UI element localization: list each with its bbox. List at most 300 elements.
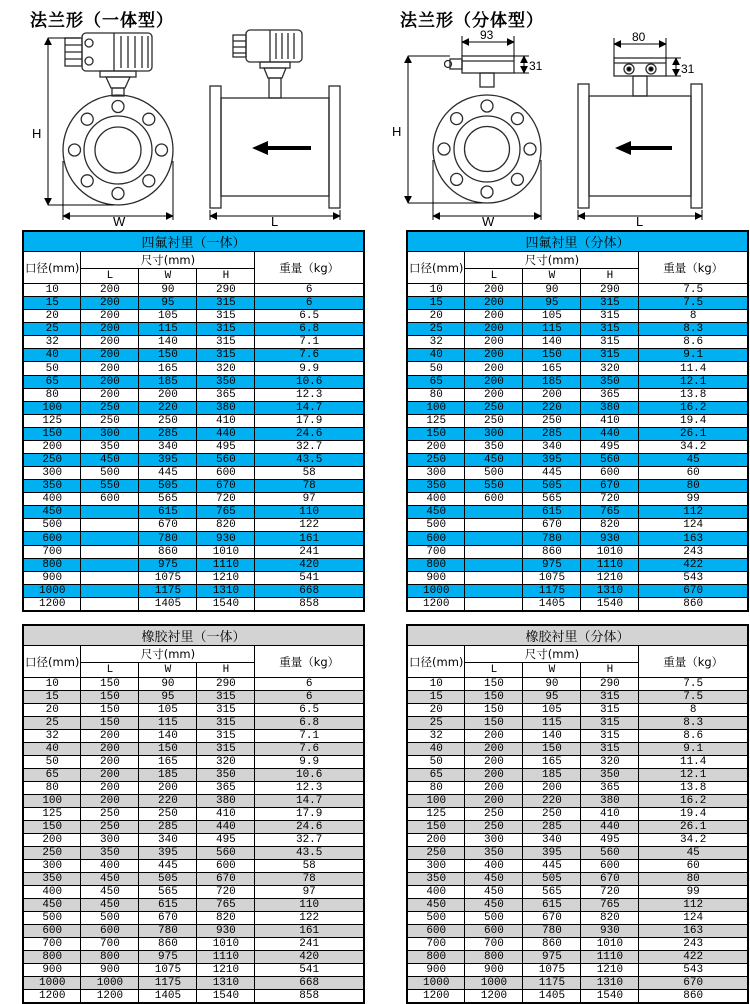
table-row — [407, 297, 748, 310]
col-header-weight: 重量（kg） — [639, 646, 748, 678]
table-cell: 765 — [581, 899, 639, 912]
table-cell: 50 — [23, 362, 81, 375]
table-cell: 110 — [255, 899, 364, 912]
table-cell: 780 — [523, 925, 581, 938]
table-title-row — [407, 231, 748, 252]
table-title: 橡胶衬里（分体） — [407, 625, 748, 646]
split-type-diagram — [382, 28, 737, 226]
table-cell: 400 — [23, 493, 81, 506]
table-cell: 350 — [197, 375, 255, 388]
table-cell: 6.8 — [255, 323, 364, 336]
table-cell — [81, 571, 139, 584]
table-row — [407, 938, 748, 951]
table-cell: 860 — [139, 938, 197, 951]
table-cell: 150 — [407, 821, 465, 834]
dim-31-front — [514, 56, 529, 73]
table-cell: 185 — [139, 769, 197, 782]
table-cell: 1200 — [465, 990, 523, 1004]
table-cell: 250 — [523, 808, 581, 821]
table-cell: 25 — [407, 323, 465, 336]
table-cell: 365 — [197, 388, 255, 401]
table-cell: 10.6 — [255, 375, 364, 388]
table-cell: 315 — [581, 704, 639, 717]
table-cell: 1010 — [197, 938, 255, 951]
table-cell: 800 — [407, 558, 465, 571]
table-cell: 1110 — [581, 558, 639, 571]
table-cell: 112 — [639, 899, 748, 912]
table-cell: 1110 — [197, 558, 255, 571]
table-cell: 6 — [255, 284, 364, 297]
table-cell: 200 — [81, 769, 139, 782]
table-cell: 1200 — [23, 597, 81, 611]
dim-w-split — [433, 160, 541, 220]
table-cell: 720 — [197, 493, 255, 506]
table-row — [407, 388, 748, 401]
table-cell: 125 — [23, 414, 81, 427]
table-cell: 975 — [139, 951, 197, 964]
table-cell: 26.1 — [639, 427, 748, 440]
spec-table — [22, 230, 365, 612]
table-cell: 450 — [81, 454, 139, 467]
table-cell: 900 — [81, 964, 139, 977]
table-cell: 560 — [197, 847, 255, 860]
table-cell: 450 — [465, 886, 523, 899]
table-row — [23, 336, 364, 349]
section-title-split: 法兰形（分体型） — [400, 11, 544, 31]
table-cell: 670 — [523, 519, 581, 532]
table-cell: 1075 — [523, 571, 581, 584]
table-cell: 200 — [465, 336, 523, 349]
table-row — [23, 532, 364, 545]
table-cell: 505 — [139, 480, 197, 493]
table-cell: 250 — [523, 414, 581, 427]
table-cell: 60 — [639, 860, 748, 873]
table-cell: 200 — [465, 782, 523, 795]
table-cell: 720 — [581, 886, 639, 899]
table-cell: 25 — [23, 323, 81, 336]
table-cell: 350 — [23, 873, 81, 886]
table-cell: 1000 — [407, 584, 465, 597]
table-cell: 200 — [465, 769, 523, 782]
table-cell: 95 — [523, 297, 581, 310]
table-cell: 6.5 — [255, 704, 364, 717]
table-cell: 150 — [81, 691, 139, 704]
table-cell: 140 — [139, 730, 197, 743]
table-title: 橡胶衬里（一体） — [23, 625, 364, 646]
col-header-w: W — [139, 269, 197, 284]
col-header-size: 尺寸(mm) — [465, 646, 639, 663]
table-cell: 250 — [139, 808, 197, 821]
table-cell: 6 — [255, 691, 364, 704]
table-cell: 820 — [581, 519, 639, 532]
table-cell: 7.1 — [255, 730, 364, 743]
table-cell: 780 — [139, 925, 197, 938]
table-row — [407, 743, 748, 756]
table-cell: 1010 — [581, 938, 639, 951]
table-cell: 930 — [197, 925, 255, 938]
section-title-integrated: 法兰形（一体型） — [30, 11, 174, 31]
table-cell: 495 — [581, 834, 639, 847]
table-cell — [81, 532, 139, 545]
table-cell: 860 — [639, 597, 748, 611]
table-cell: 122 — [255, 519, 364, 532]
table-row — [23, 691, 364, 704]
table-row — [407, 860, 748, 873]
table-cell: 285 — [523, 821, 581, 834]
table-cell: 14.7 — [255, 401, 364, 414]
table-cell: 858 — [255, 597, 364, 611]
table-cell: 315 — [197, 310, 255, 323]
table-cell: 400 — [407, 493, 465, 506]
integrated-side-view — [210, 30, 340, 208]
table-cell: 315 — [197, 717, 255, 730]
table-cell: 250 — [81, 821, 139, 834]
table-cell: 670 — [639, 584, 748, 597]
table-cell: 80 — [23, 388, 81, 401]
table-cell: 200 — [81, 730, 139, 743]
table-row — [23, 873, 364, 886]
table-cell: 140 — [523, 730, 581, 743]
table-row — [23, 454, 364, 467]
table-cell: 78 — [255, 480, 364, 493]
table-row — [23, 990, 364, 1004]
table-cell: 600 — [23, 925, 81, 938]
table-cell: 615 — [523, 899, 581, 912]
table-cell: 200 — [81, 795, 139, 808]
table-cell: 150 — [139, 349, 197, 362]
table-cell: 200 — [23, 834, 81, 847]
table-cell: 1010 — [581, 545, 639, 558]
table-cell: 200 — [465, 284, 523, 297]
table-cell — [81, 545, 139, 558]
table-cell: 800 — [81, 951, 139, 964]
table-cell: 450 — [23, 899, 81, 912]
table-cell: 150 — [465, 678, 523, 691]
table-cell: 1310 — [581, 584, 639, 597]
table-cell: 860 — [639, 990, 748, 1004]
table-cell: 90 — [139, 678, 197, 691]
table-cell: 1175 — [139, 584, 197, 597]
table-row — [407, 847, 748, 860]
table-cell: 340 — [139, 834, 197, 847]
table-cell: 350 — [81, 847, 139, 860]
table-cell: 200 — [465, 349, 523, 362]
table-row — [23, 506, 364, 519]
table-cell: 165 — [139, 756, 197, 769]
table-row — [23, 480, 364, 493]
table-cell: 720 — [197, 886, 255, 899]
table-cell: 200 — [465, 388, 523, 401]
table-cell: 161 — [255, 532, 364, 545]
table-cell: 315 — [581, 730, 639, 743]
table-cell: 24.6 — [255, 821, 364, 834]
split-side-view — [578, 58, 702, 208]
table-row — [23, 375, 364, 388]
table-row — [407, 375, 748, 388]
flow-arrow-icon — [615, 141, 672, 155]
table-cell — [465, 519, 523, 532]
table-cell: 800 — [23, 951, 81, 964]
table-title-row — [407, 625, 748, 646]
table-cell: 565 — [139, 886, 197, 899]
table-cell: 140 — [523, 336, 581, 349]
table-header-row — [23, 252, 364, 269]
table-cell — [465, 584, 523, 597]
table-cell: 12.3 — [255, 782, 364, 795]
table-cell: 150 — [465, 704, 523, 717]
table-cell: 124 — [639, 912, 748, 925]
table-cell: 13.8 — [639, 782, 748, 795]
table-cell: 320 — [197, 756, 255, 769]
table-cell: 800 — [407, 951, 465, 964]
table-cell: 110 — [255, 506, 364, 519]
table-row — [407, 480, 748, 493]
integrated-type-diagram — [18, 28, 373, 226]
table-cell: 495 — [581, 440, 639, 453]
table-cell: 7.5 — [639, 284, 748, 297]
table-cell: 285 — [523, 427, 581, 440]
table-cell: 1175 — [139, 977, 197, 990]
table-cell: 400 — [23, 886, 81, 899]
spec-table — [406, 624, 749, 1004]
table-cell: 670 — [197, 480, 255, 493]
table-cell: 930 — [197, 532, 255, 545]
table-cell: 820 — [197, 519, 255, 532]
table-cell: 1175 — [523, 977, 581, 990]
pipe-flange-right — [691, 84, 702, 208]
table-cell: 200 — [465, 323, 523, 336]
table-cell: 1175 — [523, 584, 581, 597]
table-cell: 115 — [139, 717, 197, 730]
table-row — [23, 297, 364, 310]
table-cell: 315 — [581, 743, 639, 756]
table-cell: 10 — [23, 678, 81, 691]
table-cell: 300 — [465, 427, 523, 440]
table-cell: 11.4 — [639, 362, 748, 375]
table-cell: 10 — [23, 284, 81, 297]
table-cell: 450 — [465, 899, 523, 912]
table-cell: 900 — [407, 964, 465, 977]
dim-label-l-integrated: L — [271, 214, 279, 226]
table-cell: 200 — [465, 756, 523, 769]
table-cell: 930 — [581, 925, 639, 938]
table-cell: 600 — [81, 493, 139, 506]
table-cell: 450 — [23, 506, 81, 519]
table-cell: 700 — [407, 545, 465, 558]
table-cell: 7.1 — [255, 336, 364, 349]
table-row — [407, 506, 748, 519]
table-cell: 150 — [523, 743, 581, 756]
table-row — [407, 808, 748, 821]
table-cell: 670 — [523, 912, 581, 925]
table-cell: 200 — [81, 375, 139, 388]
table-row — [23, 545, 364, 558]
table-cell: 700 — [81, 938, 139, 951]
table-cell: 250 — [465, 808, 523, 821]
table-cell: 250 — [139, 414, 197, 427]
table-cell: 99 — [639, 886, 748, 899]
table-row — [407, 440, 748, 453]
table-cell: 150 — [465, 717, 523, 730]
table-cell: 600 — [465, 493, 523, 506]
table-row — [23, 427, 364, 440]
table-cell: 140 — [139, 336, 197, 349]
table-cell: 315 — [197, 691, 255, 704]
table-row — [23, 886, 364, 899]
table-header-row — [23, 646, 364, 663]
table-cell: 1000 — [81, 977, 139, 990]
table-cell: 541 — [255, 964, 364, 977]
table-cell — [81, 558, 139, 571]
table-cell: 250 — [23, 454, 81, 467]
table-cell: 820 — [581, 912, 639, 925]
converter-icon — [233, 30, 302, 62]
dim-label-w-integrated: W — [113, 214, 126, 226]
table-cell: 495 — [197, 440, 255, 453]
table-cell: 500 — [23, 519, 81, 532]
table-cell: 290 — [197, 284, 255, 297]
table-cell: 45 — [639, 454, 748, 467]
table-row — [23, 743, 364, 756]
table-row — [407, 427, 748, 440]
dim-label-31-front: 31 — [529, 59, 543, 73]
col-header-weight: 重量（kg） — [255, 646, 364, 678]
table-cell: 445 — [139, 860, 197, 873]
table-cell: 8 — [639, 704, 748, 717]
table-row — [23, 704, 364, 717]
table-row — [23, 440, 364, 453]
table-cell: 500 — [465, 467, 523, 480]
junction-box-icon — [614, 58, 666, 76]
table-cell: 350 — [581, 375, 639, 388]
table-cell: 445 — [523, 467, 581, 480]
table-cell: 615 — [139, 899, 197, 912]
table-row — [23, 584, 364, 597]
table-row — [407, 597, 748, 611]
table-cell: 243 — [639, 545, 748, 558]
table-cell: 220 — [523, 795, 581, 808]
table-cell: 8.6 — [639, 336, 748, 349]
table-cell: 340 — [523, 440, 581, 453]
table-cell: 1540 — [581, 597, 639, 611]
table-cell: 97 — [255, 493, 364, 506]
table-cell: 15 — [23, 691, 81, 704]
table-cell: 600 — [23, 532, 81, 545]
dim-h-split — [408, 56, 482, 203]
table-row — [407, 493, 748, 506]
table-cell: 220 — [139, 401, 197, 414]
table-cell: 13.8 — [639, 388, 748, 401]
table-row — [407, 336, 748, 349]
table-cell: 241 — [255, 938, 364, 951]
table-cell: 670 — [639, 977, 748, 990]
table-cell: 16.2 — [639, 401, 748, 414]
table-cell: 200 — [465, 362, 523, 375]
table-cell: 550 — [81, 480, 139, 493]
table-cell: 185 — [139, 375, 197, 388]
table-cell: 1310 — [581, 977, 639, 990]
table-cell: 543 — [639, 964, 748, 977]
table-cell: 700 — [465, 938, 523, 951]
col-header-h: H — [581, 663, 639, 678]
col-header-l: L — [81, 269, 139, 284]
col-header-size: 尺寸(mm) — [465, 252, 639, 269]
table-title: 四氟衬里（一体） — [23, 231, 364, 252]
table-cell: 860 — [523, 938, 581, 951]
table-cell: 668 — [255, 584, 364, 597]
table-row — [23, 795, 364, 808]
table-cell: 7.5 — [639, 691, 748, 704]
table-cell: 17.9 — [255, 414, 364, 427]
table-cell: 105 — [139, 310, 197, 323]
table-row — [407, 691, 748, 704]
table-cell: 7.6 — [255, 743, 364, 756]
table-cell: 900 — [465, 964, 523, 977]
table-cell: 200 — [465, 310, 523, 323]
table-cell: 315 — [581, 691, 639, 704]
table-cell: 440 — [581, 427, 639, 440]
dim-label-l-split: L — [636, 214, 644, 226]
table-cell: 200 — [81, 336, 139, 349]
table-cell: 315 — [581, 323, 639, 336]
table-cell — [81, 519, 139, 532]
table-cell: 1000 — [23, 584, 81, 597]
table-cell: 9.1 — [639, 349, 748, 362]
table-cell: 600 — [197, 860, 255, 873]
table-row — [23, 401, 364, 414]
table-cell: 860 — [139, 545, 197, 558]
table-row — [23, 925, 364, 938]
table-cell: 150 — [81, 717, 139, 730]
table-cell: 600 — [197, 467, 255, 480]
table-cell: 200 — [465, 730, 523, 743]
table-cell: 1405 — [139, 990, 197, 1004]
table-cell: 560 — [581, 847, 639, 860]
table-cell: 380 — [581, 401, 639, 414]
table-cell: 6 — [255, 678, 364, 691]
table-cell: 860 — [523, 545, 581, 558]
table-cell: 410 — [197, 414, 255, 427]
table-cell: 780 — [139, 532, 197, 545]
table-cell: 8.3 — [639, 323, 748, 336]
dim-label-h-split: H — [392, 124, 402, 139]
table-cell: 445 — [139, 467, 197, 480]
table-cell: 315 — [197, 704, 255, 717]
table-cell: 300 — [407, 860, 465, 873]
table-row — [407, 310, 748, 323]
table-cell: 115 — [523, 323, 581, 336]
table-cell: 200 — [81, 388, 139, 401]
table-cell: 34.2 — [639, 440, 748, 453]
table-cell: 50 — [23, 756, 81, 769]
table-cell: 350 — [197, 769, 255, 782]
pipe-flange-left — [578, 84, 589, 208]
table-cell: 450 — [81, 899, 139, 912]
table-cell: 200 — [81, 310, 139, 323]
table-cell: 445 — [523, 860, 581, 873]
table-cell: 1200 — [407, 990, 465, 1004]
table-cell: 200 — [523, 782, 581, 795]
table-cell: 600 — [81, 925, 139, 938]
table-cell: 900 — [23, 571, 81, 584]
table-cell: 450 — [407, 506, 465, 519]
table-cell: 670 — [197, 873, 255, 886]
table-cell: 125 — [407, 808, 465, 821]
table-row — [407, 977, 748, 990]
table-cell: 380 — [581, 795, 639, 808]
table-cell: 820 — [197, 912, 255, 925]
table-row — [407, 519, 748, 532]
